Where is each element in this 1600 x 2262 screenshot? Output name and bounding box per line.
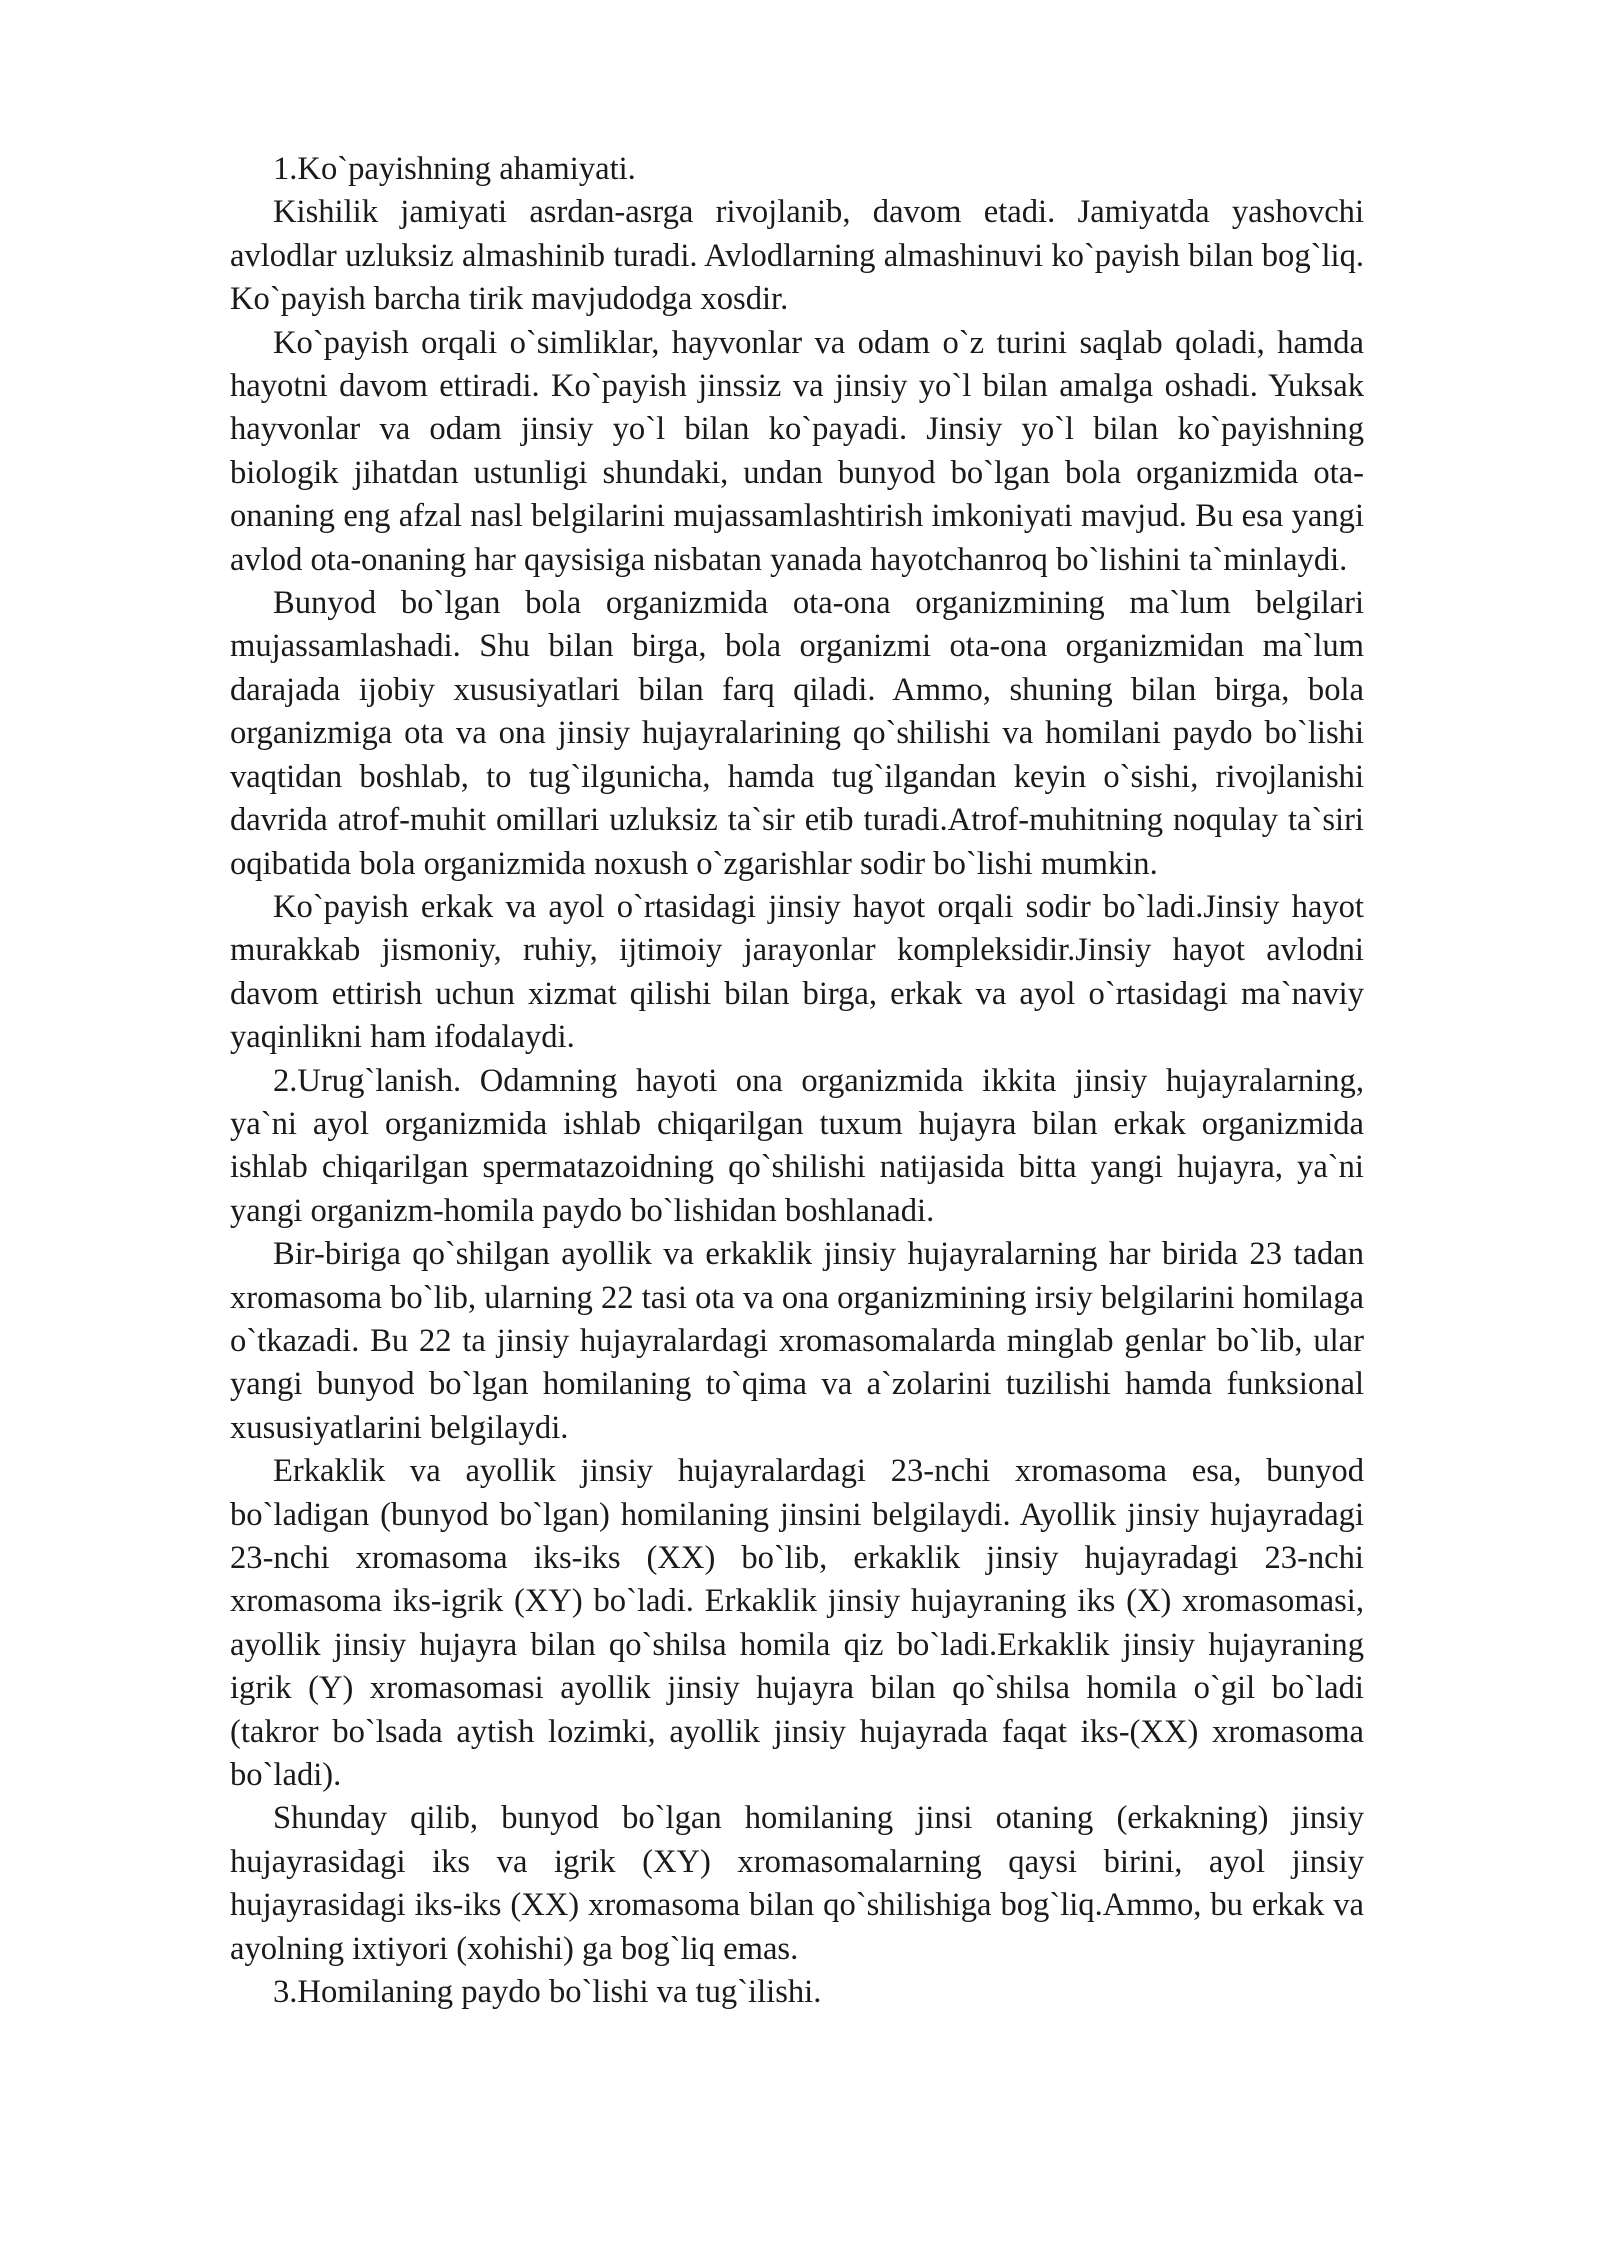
paragraph: Erkaklik va ayollik jinsiy hujayralardagi 23-nchi xromasoma esa, bunyod bo`ladigan (bunyod bo`lgan) homilaning jinsini belgilaydi. Ayollik jinsiy hujayradagi 23-nchi xromasoma iks-iks (XX) bo`lib, erkaklik jinsiy hujayradagi 23-nchi xromasoma iks-igrik (XY) bo`ladi. Erkaklik jinsiy hujayraning iks (X) xromasomasi, ayollik jinsiy hujayra bilan qo`shilsa homila qiz bo`ladi.Erkaklik jinsiy hujayraning igrik (Y) xromasomasi ayollik jinsiy hujayra bilan qo`shilsa homila o`gil bo`ladi (takror bo`lsada aytish lozimki, ayollik jinsiy hujayrada faqat iks-(XX) xromasoma bo`ladi). — [230, 1453, 1364, 1794]
paragraph: Shunday qilib, bunyod bo`lgan homilaning jinsi otaning (erkakning) jinsiy hujayrasidagi iks va igrik (XY) xromasomalarning qaysi birini, ayol jinsiy hujayrasidagi iks-iks (XX) xromasoma bilan qo`shilishiga bog`liq.Ammo, bu erkak va ayolning ixtiyori (xohishi) ga bog`liq emas. — [230, 1800, 1364, 1967]
section-heading-3: 3.Homilaning paydo bo`lishi va tug`ilishi. — [273, 1974, 822, 2011]
paragraph-section-2: 2.Urug`lanish. Odamning hayoti ona organizmida ikkita jinsiy hujayralarning, ya`ni ayol organizmida ishlab chiqarilgan tuxum hujayra bilan erkak organizmida ishlab chiqarilgan spermatazoidning qo`shilishi natijasida bitta yangi hujayra, ya`ni yangi organizm-homila paydo bo`lishidan boshlanadi. — [230, 1062, 1364, 1229]
paragraph: Kishilik jamiyati asrdan-asrga rivojlanib, davom etadi. Jamiyatda yashovchi avlodlar uzluksiz almashinib turadi. Avlodlarning almashinuvi ko`payish bilan bog`liq. Ko`payish barcha tirik mavjudodga xosdir. — [230, 194, 1364, 318]
paragraph: Ko`payish erkak va ayol o`rtasidagi jinsiy hayot orqali sodir bo`ladi.Jinsiy hayot murakkab jismoniy, ruhiy, ijtimoiy jarayonlar kompleksidir.Jinsiy hayot avlodni davom ettirish uchun xizmat qilishi bilan birga, erkak va ayol o`rtasidagi ma`naviy yaqinlikni ham ifodalaydi. — [230, 888, 1364, 1056]
paragraph: Bir-biriga qo`shilgan ayollik va erkaklik jinsiy hujayralarning har birida 23 tadan xromasoma bo`lib, ularning 22 tasi ota va ona organizmining irsiy belgilarini homilaga o`tkazadi. Bu 22 ta jinsiy hujayralardagi xromasomalarda minglab genlar bo`lib, ular yangi bunyod bo`lgan homilaning to`qima va a`zolarini tuzilishi hamda funksional xususiyatlarini belgilaydi. — [230, 1236, 1364, 1446]
document-page — [230, 148, 1364, 2014]
paragraph: Bunyod bo`lgan bola organizmida ota-ona organizmining ma`lum belgilari mujassamlashadi. Shu bilan birga, bola organizmi ota-ona organizmidan ma`lum darajada ijobiy xususiyatlari bilan farq qiladi. Ammo, shuning bilan birga, bola organizmiga ota va ona jinsiy hujayralarining qo`shilishi va homilani paydo bo`lishi vaqtidan boshlab, to tug`ilgunicha, hamda tug`ilgandan keyin o`sishi, rivojlanishi davrida atrof-muhit omillari uzluksiz ta`sir etib turadi.Atrof-muhitning noqulay ta`siri oqibatida bola organizmida noxush o`zgarishlar sodir bo`lishi mumkin. — [230, 585, 1364, 882]
paragraph: Ko`payish orqali o`simliklar, hayvonlar va odam o`z turini saqlab qoladi, hamda hayotni davom ettiradi. Ko`payish jinssiz va jinsiy yo`l bilan amalga oshadi. Yuksak hayvonlar va odam jinsiy yo`l bilan ko`payadi. Jinsiy yo`l bilan ko`payishning biologik jihatdan ustunligi shundaki, undan bunyod bo`lgan bola organizmida ota-onaning eng afzal nasl belgilarini mujassamlashtirish imkoniyati mavjud. Bu esa yangi avlod ota-onaning har qaysisiga nisbatan yanada hayotchanroq bo`lishini ta`minlaydi. — [230, 324, 1364, 578]
section-heading-1: 1.Ko`payishning ahamiyati. — [273, 151, 636, 187]
